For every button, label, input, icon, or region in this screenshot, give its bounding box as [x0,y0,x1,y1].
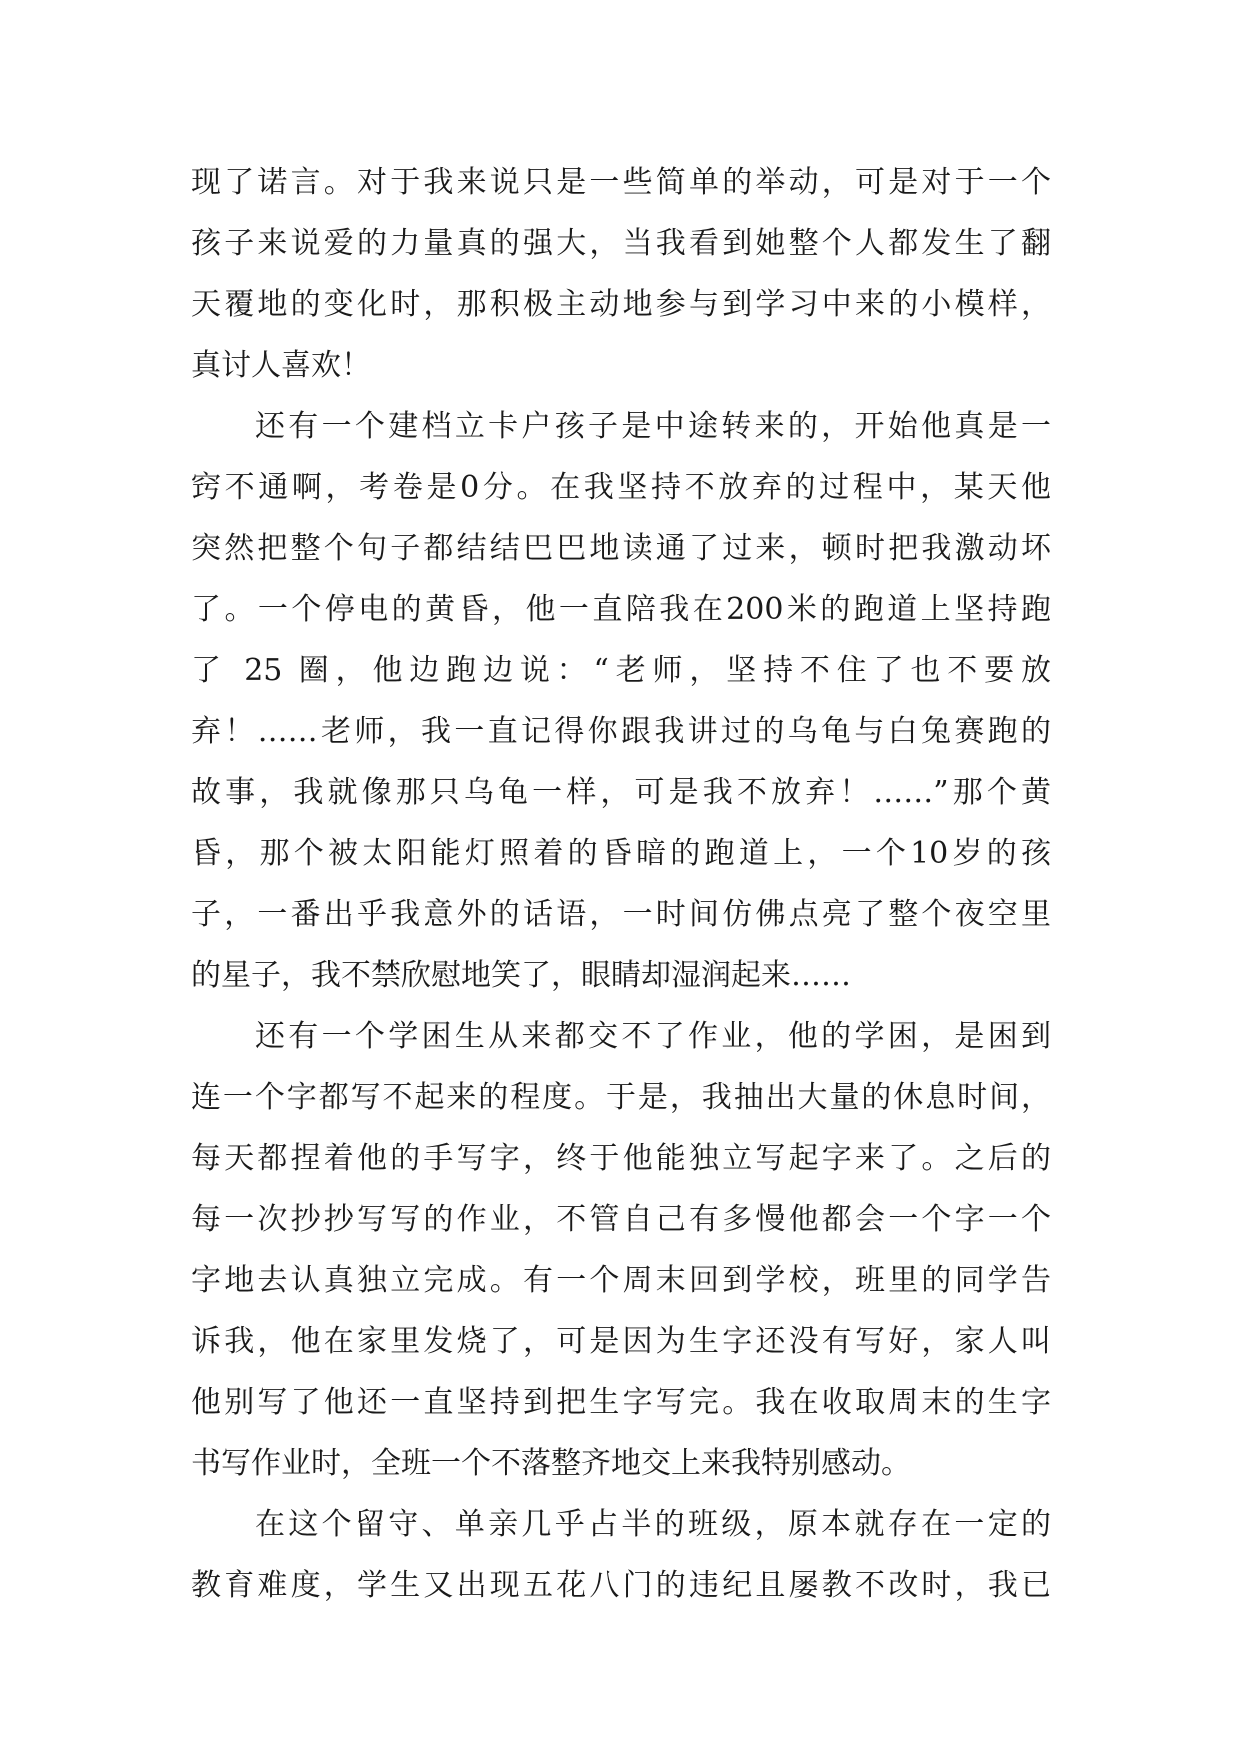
text-line: 子，一番出乎我意外的话语，一时间仿佛点亮了整个夜空里 [191,897,1051,932]
text-line: 每一次抄抄写写的作业，不管自己有多慢他都会一个字一个 [191,1202,1051,1237]
text-line: 每天都捏着他的手写字，终于他能独立写起字来了。之后的 [191,1141,1051,1176]
text-line: 孩子来说爱的力量真的强大，当我看到她整个人都发生了翻 [191,226,1051,261]
text-line: 昏，那个被太阳能灯照着的昏暗的跑道上，一个10岁的孩 [191,836,1051,871]
text-line: 的星子，我不禁欣慰地笑了，眼睛却湿润起来…… [191,958,851,993]
text-line: 突然把整个句子都结结巴巴地读通了过来，顿时把我激动坏 [191,531,1051,566]
text-line: 教育难度，学生又出现五花八门的违纪且屡教不改时，我已 [191,1568,1051,1603]
text-line: 弃！……老师，我一直记得你跟我讲过的乌龟与白兔赛跑的 [191,714,1051,749]
text-line: 故事，我就像那只乌龟一样，可是我不放弃！……”那个黄 [191,775,1051,810]
text-line: 天覆地的变化时，那积极主动地参与到学习中来的小模样， [191,287,1051,322]
body-text [191,152,1051,1616]
paragraph-first-line: 还有一个学困生从来都交不了作业，他的学困，是困到 [255,1019,1051,1054]
text-line: 字地去认真独立完成。有一个周末回到学校，班里的同学告 [191,1263,1051,1298]
text-line: 现了诺言。对于我来说只是一些简单的举动，可是对于一个 [191,165,1051,200]
text-line: 真讨人喜欢！ [191,348,371,383]
text-line: 他别写了他还一直坚持到把生字写完。我在收取周末的生字 [191,1385,1051,1420]
paragraph-first-line: 还有一个建档立卡户孩子是中途转来的，开始他真是一 [255,409,1051,444]
text-line: 连一个字都写不起来的程度。于是，我抽出大量的休息时间， [191,1080,1051,1115]
text-line: 书写作业时，全班一个不落整齐地交上来我特别感动。 [191,1446,911,1481]
text-line: 诉我，他在家里发烧了，可是因为生字还没有写好，家人叫 [191,1324,1051,1359]
paragraph-first-line: 在这个留守、单亲几乎占半的班级，原本就存在一定的 [255,1507,1051,1542]
text-line: 窍不通啊，考卷是0分。在我坚持不放弃的过程中，某天他 [191,470,1051,505]
text-line: 了。一个停电的黄昏，他一直陪我在200米的跑道上坚持跑 [191,592,1051,627]
text-line: 了 25 圈，他边跑边说：“老师，坚持不住了也不要放 [191,653,1051,688]
